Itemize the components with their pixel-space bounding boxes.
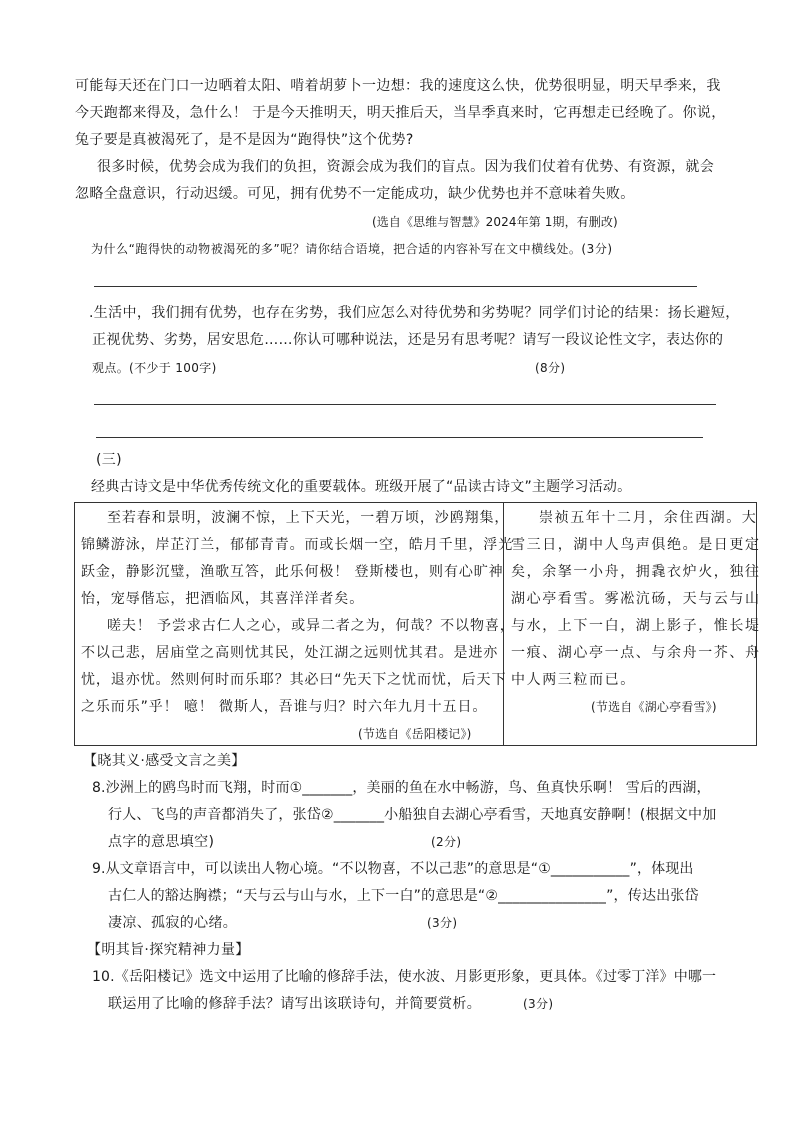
answer-line[interactable] [94,286,697,287]
question-8-line: 点字的意思填空) [108,834,215,850]
passage-line: 忽略全盘意识，行动迟缓。可见，拥有优势不一定能成功，缺少优势也并不意味着失败。 [75,186,635,202]
question-8-score: (2分) [431,835,462,849]
question-b-score: (8分) [535,361,566,375]
text-line: 湖心亭看雪。雾凇沆砀，天与云与山 [511,591,761,607]
classical-texts-table [74,502,761,746]
passage-line: 可能每天还在门口一边晒着太阳、啃着胡萝卜一边想：我的速度这么快，优势很明显，明天早季来，我 [75,78,721,94]
question-b-line: .生活中，我们拥有优势，也存在劣势，我们应怎么对待优势和劣势呢？同学们讨论的结果：扬长避短， [89,305,740,321]
text-line: 至若春和景明，波澜不惊，上下天光，一碧万顷，沙鸥翔集， [107,510,510,526]
text-line: 不以己悲，居庙堂之高则忧其民，处江湖之远则忧其君。是进亦 [81,645,499,661]
text-line: 锦鳞游泳，岸芷汀兰，郁郁青青。而或长烟一空，皓月千里，浮光 [81,537,514,553]
passage-line: 今天跑都来得及，急什么！ 于是今天推明天，明天推后天，当旱季真来时，它再想走已经晚了。你说， [75,105,726,121]
text-line: 忧，退亦忧。然则何时而乐耶？其必曰“先天下之忧而忧，后天下 [81,672,507,688]
passage-line: 很多时候，优势会成为我们的负担，资源会成为我们的盲点。因为我们仗着有优势、有资源，就会 [97,159,715,175]
question-a-text: 为什么“跑得快的动物被渴死的多”呢？请你结合语境，把合适的内容补写在文中横线处。(3分) [91,242,613,256]
answer-line[interactable] [94,404,716,405]
question-10-line: 联运用了比喻的修辞手法？请写出该联诗句，并简要赏析。 [108,996,482,1012]
section-intro: 经典古诗文是中华优秀传统文化的重要载体。班级开展了“品读古诗文”主题学习活动。 [91,479,632,495]
answer-line[interactable] [96,437,703,438]
question-9-line: 9.从文章语言中，可以读出人物心境。“不以物喜，不以己悲”的意思是“①___________”，体现出 [92,861,694,877]
text-line: 崇祯五年十二月，余住西湖。大 [539,510,758,526]
table-source: (节选自《岳阳楼记》) [358,727,472,741]
text-line: 矣，余拏一小舟，拥毳衣炉火，独往 [511,564,761,580]
question-8-line: 行人、飞鸟的声音都消失了，张岱②_______小船独自去湖心亭看雪，天地真安静啊！(根据文中加 [108,807,717,823]
question-9-line: 古仁人的豁达胸襟；“天与云与山与水，上下一白”的意思是“②_______________”，传达出张岱 [108,888,699,904]
section-heading: (三) [96,452,122,468]
text-line: 中人两三粒而已。 [511,672,636,688]
question-9-line: 凄凉、孤寂的心绪。 [108,915,238,931]
part-heading: 【晓其义·感受文言之美】 [83,753,246,769]
text-line: 嗟夫！ 予尝求古仁人之心，或异二者之为，何哉？不以物喜， [107,618,515,634]
passage-line: 兔子要是真被渴死了，是不是因为“跑得快”这个优势? [75,132,414,148]
question-8-line: 8.沙洲上的鸥鸟时而飞翔，时而①_______，美丽的鱼在水中畅游，鸟、鱼真快乐啊！ 雪后的西湖， [92,780,711,796]
part-heading: 【明其旨·探究精神力量】 [87,942,250,958]
text-line: 跃金，静影沉璧，渔歌互答，此乐何极！ 登斯楼也，则有心旷神 [81,564,504,580]
table-source: (节选自《湖心亭看雪》) [591,700,717,714]
text-line: 之乐而乐”乎！ 噫！ 微斯人，吾谁与归？时六年九月十五日。 [81,699,488,715]
question-b-line: 正视优势、劣势，居安思危……你认可哪种说法，还是另有思考呢？请写一段议论性文字，表达你的 [92,332,724,348]
text-line: 怡，宠辱偕忘，把酒临风，其喜洋洋者矣。 [81,591,365,607]
text-line: 雪三日，湖中人鸟声俱绝。是日更定 [511,537,761,553]
question-b-line: 观点。(不少于 100字) [92,361,217,375]
question-10-score: (3分) [523,997,554,1011]
passage-source: (选自《思维与智慧》2024年第 1期，有删改) [372,215,618,229]
text-line: 与水，上下一白，湖上影子，惟长堤 [511,618,761,634]
question-10-line: 10.《岳阳楼记》选文中运用了比喻的修辞手法，使水波、月影更形象，更具体。《过零丁洋》中哪一 [92,969,717,985]
question-9-score: (3分) [427,916,458,930]
text-line: 一痕、湖心亭一点、与余舟一芥、舟 [511,645,761,661]
